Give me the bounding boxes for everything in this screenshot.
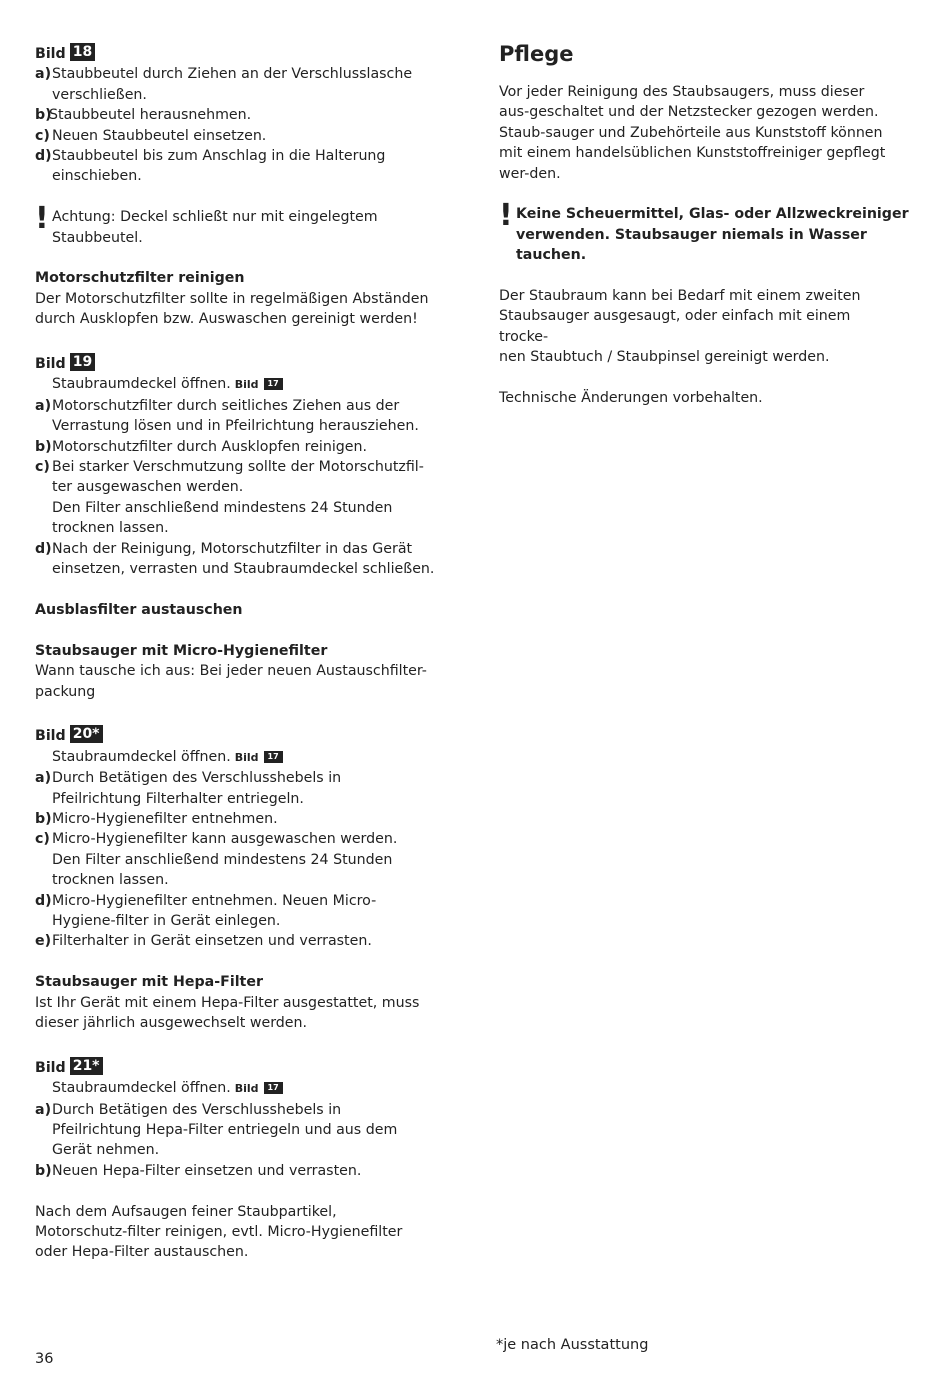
- paragraph-line: Ist Ihr Gerät mit einem Hepa-Filter ausgestattet, muss: [35, 994, 420, 1011]
- step-continuation: Den Filter anschließend mindestens 24 Stunden: [52, 499, 393, 516]
- figure-ref-badge: 17: [264, 1082, 283, 1094]
- step-20a: [35, 768, 455, 788]
- figure-label: Bild: [35, 1059, 66, 1076]
- step-letter: d): [35, 148, 52, 165]
- step-21b: [35, 1161, 455, 1181]
- step-letter: a): [35, 397, 52, 414]
- step-19a: [35, 396, 455, 416]
- step-continuation: Verrastung lösen und in Pfeilrichtung herausziehen.: [52, 418, 419, 435]
- step-letter: c): [35, 831, 50, 848]
- figure-label: Bild: [35, 356, 66, 373]
- step-letter: e): [35, 933, 52, 950]
- paragraph-line: Der Staubraum kann bei Bedarf mit einem zweiten: [499, 288, 861, 305]
- step-continuation: Den Filter anschließend mindestens 24 Stunden: [52, 851, 393, 868]
- step-20d: [35, 891, 455, 911]
- section-heading-hepa: Staubsauger mit Hepa-Filter: [35, 974, 263, 991]
- paragraph-line: Technische Änderungen vorbehalten.: [499, 390, 763, 407]
- step-intro: [35, 1078, 455, 1099]
- step-letter: d): [35, 540, 52, 557]
- figure-ref-label: Bild: [234, 1082, 259, 1096]
- paragraph-line: Wann tausche ich aus: Bei jeder neuen Austauschfilter-: [35, 663, 427, 680]
- paragraph-line: trocke-: [499, 328, 549, 345]
- step-continuation: Pfeilrichtung Filterhalter entriegeln.: [52, 790, 304, 807]
- figure-ref-label: Bild: [234, 378, 259, 392]
- warning-text-line: verwenden. Staubsauger niemals in Wasser: [516, 226, 867, 243]
- right-column: [499, 40, 914, 408]
- step-text: Motorschutzfilter durch seitliches Ziehen aus der: [52, 397, 400, 414]
- step-19b: [35, 437, 455, 457]
- paragraph-line: Der Motorschutzfilter sollte in regelmäßigen Abständen: [35, 290, 429, 307]
- step-text: Nach der Reinigung, Motorschutzfilter in das Gerät: [52, 540, 413, 557]
- step-continuation: ter ausgewaschen werden.: [52, 479, 244, 496]
- step-text: Staubbeutel herausnehmen.: [49, 107, 252, 124]
- step-20c: [35, 829, 455, 849]
- step-letter: d): [35, 892, 52, 909]
- step-letter: c): [35, 127, 50, 144]
- step-text: Bei starker Verschmutzung sollte der Motorschutzfil-: [52, 459, 424, 476]
- step-continuation: trocknen lassen.: [52, 520, 169, 537]
- step-text: Motorschutzfilter durch Ausklopfen reinigen.: [52, 438, 368, 455]
- paragraph-line: Vor jeder Reinigung des Staubsaugers, muss dieser: [499, 84, 865, 100]
- step-text: Micro-Hygienefilter entnehmen. Neuen Micro-: [52, 892, 377, 909]
- step-text: Filterhalter in Gerät einsetzen und verrasten.: [52, 933, 372, 950]
- step-text: Neuen Staubbeutel einsetzen.: [52, 127, 267, 144]
- paragraph-line: Nach dem Aufsaugen feiner Staubpartikel,: [35, 1203, 337, 1220]
- step-letter: b): [35, 438, 52, 455]
- figure-ref-label: Bild: [234, 750, 259, 764]
- figure-reference-20: [35, 725, 455, 746]
- section-heading-pflege: Pflege: [499, 42, 574, 66]
- section-heading-ausblas: Ausblasfilter austauschen: [35, 601, 243, 618]
- figure-reference-19: [35, 353, 455, 374]
- footnote: *je nach Ausstattung: [496, 1337, 649, 1353]
- step-letter: b): [35, 1162, 52, 1179]
- figure-number-badge: 20*: [70, 725, 103, 743]
- step-continuation: verschließen.: [52, 86, 147, 103]
- intro-text: Staubraumdeckel öffnen.: [52, 748, 231, 765]
- step-continuation: trocknen lassen.: [52, 872, 169, 889]
- warning-text-line: tauchen.: [516, 247, 587, 264]
- left-column: [35, 40, 455, 1263]
- step-continuation: Gerät nehmen.: [52, 1142, 160, 1159]
- paragraph-line: nen Staubtuch / Staubpinsel gereinigt werden.: [499, 349, 830, 366]
- paragraph-line: oder Hepa-Filter austauschen.: [35, 1244, 249, 1261]
- step-continuation: Hygiene-filter in Gerät einlegen.: [52, 912, 281, 929]
- warning-icon: !: [499, 198, 513, 234]
- step-text: Staubbeutel bis zum Anschlag in die Halterung: [52, 148, 386, 165]
- paragraph-line: Motorschutz-filter reinigen, evtl. Micro-Hygienefilter: [35, 1224, 403, 1241]
- intro-text: Staubraumdeckel öffnen.: [52, 376, 231, 393]
- step-18b: [35, 105, 455, 125]
- step-text: Durch Betätigen des Verschlusshebels in: [52, 1101, 342, 1118]
- section-heading-micro: Staubsauger mit Micro-Hygienefilter: [35, 642, 328, 659]
- paragraph-line: aus-geschaltet und der Netzstecker gezogen werden.: [499, 104, 879, 121]
- figure-number-badge: 21*: [70, 1057, 103, 1075]
- step-letter: a): [35, 66, 52, 83]
- step-letter: b): [35, 810, 52, 827]
- step-letter: b): [35, 107, 52, 124]
- step-18a: [35, 64, 455, 84]
- step-intro: [35, 747, 455, 768]
- figure-number-badge: 18: [70, 43, 95, 61]
- step-letter: a): [35, 1101, 52, 1118]
- paragraph-line: wer-den.: [499, 165, 561, 182]
- step-19d: [35, 539, 455, 559]
- warning-text-line: Staubbeutel.: [52, 229, 143, 246]
- warning-note: [499, 198, 914, 265]
- figure-ref-badge: 17: [264, 751, 283, 763]
- step-letter: a): [35, 770, 52, 787]
- paragraph-line: durch Ausklopfen bzw. Auswaschen gereinigt werden!: [35, 311, 418, 328]
- paragraph-line: mit einem handelsüblichen Kunststoffreiniger gepflegt: [499, 145, 886, 162]
- step-text: Durch Betätigen des Verschlusshebels in: [52, 770, 342, 787]
- paragraph-line: Staub-sauger und Zubehörteile aus Kunststoff können: [499, 124, 883, 141]
- warning-icon: !: [35, 201, 49, 237]
- figure-ref-badge: 17: [264, 378, 283, 390]
- step-20e: [35, 931, 455, 951]
- step-18c: [35, 126, 455, 146]
- warning-text-line: Achtung: Deckel schließt nur mit eingelegtem: [52, 209, 378, 226]
- warning-note: [35, 201, 455, 248]
- figure-reference-18: [35, 43, 455, 64]
- step-21a: [35, 1100, 455, 1120]
- step-continuation: einsetzen, verrasten und Staubraumdeckel schließen.: [52, 561, 435, 578]
- section-heading-motor: Motorschutzfilter reinigen: [35, 270, 245, 287]
- step-continuation: einschieben.: [52, 168, 142, 185]
- step-continuation: Pfeilrichtung Hepa-Filter entriegeln und aus dem: [52, 1122, 398, 1138]
- step-text: Staubbeutel durch Ziehen an der Verschlusslasche: [52, 66, 413, 83]
- step-20b: [35, 809, 455, 829]
- paragraph-line: dieser jährlich ausgewechselt werden.: [35, 1014, 308, 1031]
- paragraph-line: packung: [35, 683, 96, 700]
- step-text: Neuen Hepa-Filter einsetzen und verrasten.: [52, 1162, 362, 1179]
- step-19c: [35, 457, 455, 477]
- figure-reference-21: [35, 1057, 455, 1078]
- figure-number-badge: 19: [70, 353, 95, 371]
- figure-label: Bild: [35, 728, 66, 745]
- paragraph-line: Staubsauger ausgesaugt, oder einfach mit einem: [499, 308, 851, 325]
- page-number: 36: [35, 1351, 54, 1367]
- step-letter: c): [35, 459, 50, 476]
- warning-text-line: Keine Scheuermittel, Glas- oder Allzweckreiniger: [516, 206, 909, 223]
- figure-label: Bild: [35, 46, 66, 62]
- step-intro: [35, 374, 455, 395]
- intro-text: Staubraumdeckel öffnen.: [52, 1080, 231, 1097]
- step-text: Micro-Hygienefilter entnehmen.: [52, 810, 278, 827]
- step-18d: [35, 146, 455, 166]
- step-text: Micro-Hygienefilter kann ausgewaschen werden.: [52, 831, 398, 848]
